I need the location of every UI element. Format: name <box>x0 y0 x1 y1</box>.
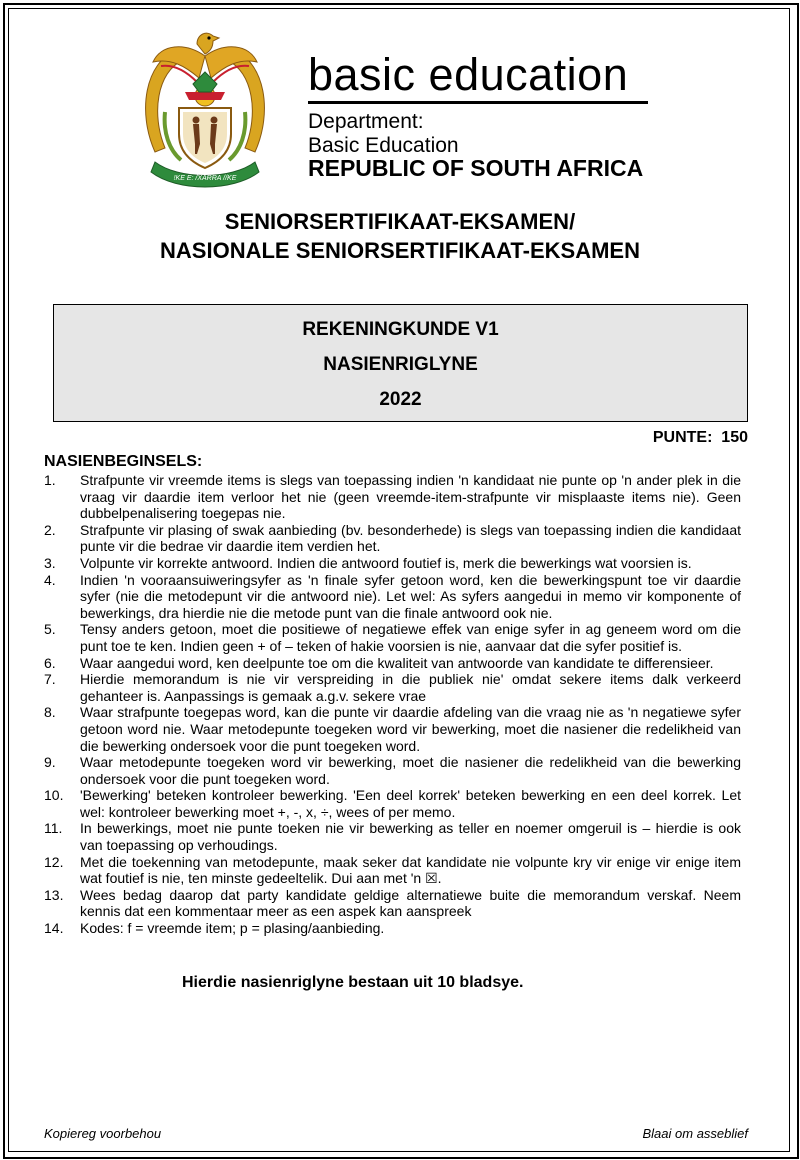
item-text: 'Bewerking' beteken kontroleer bewerking. 'Een deel korrek' beteken bewerking en een deel korrek. Let wel: kontroleer bewerking moet +, -, x, ÷, wees of per memo. <box>80 787 741 820</box>
item-number: 4. <box>44 571 56 588</box>
item-text: In bewerkings, moet nie punte toeken nie vir bewerking as teller en noemer omgeruil is – hierdie is ook van toepassing op verhoudings. <box>80 820 741 854</box>
item-text: Waar aangedui word, ken deelpunte toe om die kwaliteit van antwoorde van kandidate te differensieer. <box>80 654 714 671</box>
list-item <box>44 472 741 522</box>
item-text: Waar metodepunte toegeken word vir bewerking, moet die nasiener die redelikheid van die bewerking ondersoek voor die punt toegeken word. <box>80 754 741 787</box>
exam-title-line1: SENIORSERTIFIKAAT-EKSAMEN/ <box>224 209 576 234</box>
list-item <box>44 820 741 853</box>
title-box <box>53 304 748 422</box>
item-number: 14. <box>44 920 64 937</box>
item-text: Met die toekenning van metodepunte, maak seker dat kandidate nie volpunte kry vir enige vir enige item wat foutief is nie, ten minste gedeeltelik. Dui aan met 'n ☒. <box>80 853 741 887</box>
item-number: 6. <box>44 654 56 671</box>
total-marks: PUNTE: 150 <box>652 429 748 446</box>
item-number: 10. <box>44 787 64 804</box>
item-number: 12. <box>44 853 64 870</box>
item-text: Strafpunte vir plasing of swak aanbieding (bv. besonderhede) is slegs van toepassing indien die kandidaat punte vir die bedrae vir daardie item verdien het. <box>80 521 741 555</box>
item-number: 7. <box>44 671 56 688</box>
footer-turn-page: Blaai om asseblief <box>642 1126 748 1141</box>
item-text: Waar strafpunte toegepas word, kan die punte vir daardie afdeling van die vraag nie as 'n negatiewe syfer getoon word nie. Waar metodepunte toegeken word vir bewerking, moet die nasiener die redelikheid van die bewerking ondersoek voor die punt toegeken word. <box>80 704 741 754</box>
item-text: Hierdie memorandum is nie vir verspreiding in die publiek nie' omdat sekere items dalk verkeerd gehanteer is. Aanpassings is gemaak a.g.v. sekere vrae <box>80 671 741 704</box>
list-item <box>44 655 741 672</box>
list-item <box>44 854 741 887</box>
list-item <box>44 555 741 572</box>
item-number: 13. <box>44 886 64 903</box>
list-item <box>44 754 741 787</box>
subject-title: REKENINGKUNDE V1 <box>302 319 499 340</box>
coat-of-arms-logo <box>135 22 275 194</box>
document-type: NASIENRIGLYNE <box>323 354 478 375</box>
item-text: Strafpunte vir vreemde items is slegs van toepassing indien 'n kandidaat nie punte op 'n ander plek in die vraag vir daardie item verloor het nie (geen vreemde-item-strafpunte vir misplaaste items nie). Geen dubbelpenalisering toegepas nie. <box>80 472 741 522</box>
item-number: 5. <box>44 621 56 638</box>
brand-underline <box>308 101 648 104</box>
item-text: Wees bedag daarop dat party kandidate geldige alternatiewe buite die memorandum verskaf. Neem kennis dat een kommentaar meer as een aspek kan aanspreek <box>80 886 741 920</box>
page-count-note: Hierdie nasienriglyne bestaan uit 10 bladsye. <box>182 974 524 991</box>
list-item <box>44 621 741 654</box>
item-text: Volpunte vir korrekte antwoord. Indien die antwoord foutief is, merk die bewerkings wat voorsien is. <box>80 554 692 571</box>
exam-title-line2: NASIONALE SENIORSERTIFIKAAT-EKSAMEN <box>160 238 640 263</box>
list-item <box>44 887 741 920</box>
country-name: REPUBLIC OF SOUTH AFRICA <box>308 155 644 181</box>
list-item <box>44 704 741 754</box>
principles-list <box>44 472 741 937</box>
svg-text:!KE E: /XARRA //KE: !KE E: /XARRA //KE <box>173 175 237 182</box>
item-number: 11. <box>44 820 63 837</box>
department-line2: Basic Education <box>308 134 459 157</box>
list-item <box>44 572 741 622</box>
item-text: Kodes: f = vreemde item; p = plasing/aanbieding. <box>80 920 385 937</box>
department-line1: Department: <box>308 110 424 133</box>
principles-heading: NASIENBEGINSELS: <box>44 453 203 470</box>
item-number: 9. <box>44 754 56 771</box>
item-number: 2. <box>44 521 56 538</box>
item-text: Tensy anders getoon, moet die positiewe of negatiewe effek van enige syfer in ag geneem word om die punt toe te ken. Indien geen + of – teken of hakie voorsien is nie, aanvaar dat die syfer positief is. <box>80 621 741 654</box>
item-number: 8. <box>44 704 56 721</box>
list-item <box>44 920 741 937</box>
item-text: Indien 'n vooraansuiweringsyfer as 'n finale syfer getoon word, ken die bewerkingspunt toe vir daardie syfer (nie die metodepunt vir die antwoord nie). Let wel: As syfers aangedui in memo vir komponente of bewerkings, dra hierdie nie die metode punt van die finale antwoord ook nie. <box>80 571 741 621</box>
list-item <box>44 787 741 820</box>
list-item <box>44 522 741 555</box>
list-item <box>44 671 741 704</box>
brand-title: basic education <box>308 49 629 100</box>
footer-copyright: Kopiereg voorbehou <box>44 1126 162 1141</box>
item-number: 3. <box>44 554 56 571</box>
exam-year: 2022 <box>379 389 422 410</box>
item-number: 1. <box>44 472 56 488</box>
